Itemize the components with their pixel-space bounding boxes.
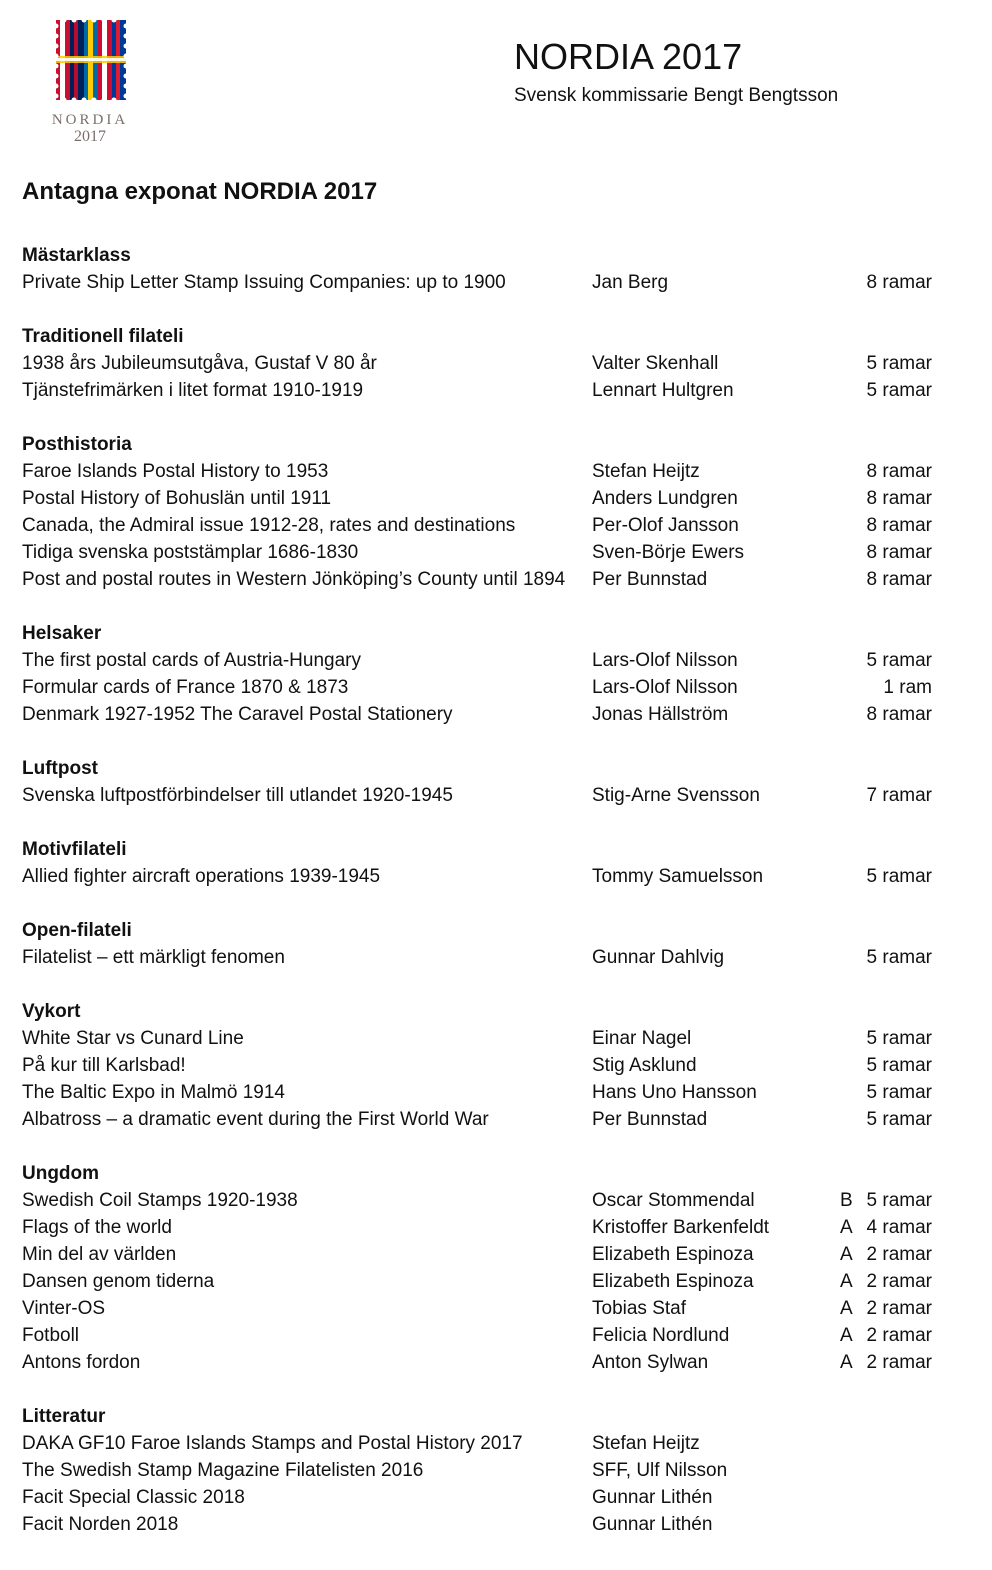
document-title: Antagna exponat NORDIA 2017 <box>22 178 378 205</box>
frame-count: 5 ramar <box>866 1055 932 1076</box>
frame-count: 8 ramar <box>866 461 932 482</box>
frame-count: 5 ramar <box>866 380 932 401</box>
exhibit-title: Formular cards of France 1870 & 1873 <box>22 677 349 698</box>
exhibitor-name: SFF, Ulf Nilsson <box>592 1460 728 1481</box>
exhibit-row <box>22 377 942 404</box>
exhibit-title: Vinter-OS <box>22 1298 106 1319</box>
exhibit-title: The Baltic Expo in Malmö 1914 <box>22 1082 285 1103</box>
exhibit-title: Albatross – a dramatic event during the First World War <box>22 1109 489 1130</box>
exhibit-title: Denmark 1927-1952 The Caravel Postal Stationery <box>22 704 453 725</box>
category-section <box>22 242 942 296</box>
header-subtitle: Svensk kommissarie Bengt Bengtsson <box>514 85 839 106</box>
frame-count: 7 ramar <box>866 785 932 806</box>
exhibit-title: Min del av världen <box>22 1244 177 1265</box>
category-section <box>22 620 942 728</box>
category-section <box>22 998 942 1133</box>
exhibitor-name: Kristoffer Barkenfeldt <box>592 1217 770 1238</box>
exhibitor-name: Lennart Hultgren <box>592 380 734 401</box>
stamp-flags-icon <box>52 16 130 104</box>
exhibit-row <box>22 1457 942 1484</box>
category-section <box>22 1403 942 1538</box>
category-heading: Ungdom <box>22 1163 100 1184</box>
age-class: A <box>840 1244 853 1265</box>
exhibit-row <box>22 647 942 674</box>
exhibitor-name: Felicia Nordlund <box>592 1325 730 1346</box>
exhibitor-name: Gunnar Lithén <box>592 1487 713 1508</box>
category-section <box>22 323 942 404</box>
exhibit-row <box>22 539 942 566</box>
exhibit-title: Swedish Coil Stamps 1920-1938 <box>22 1190 298 1211</box>
frame-count: 5 ramar <box>866 866 932 887</box>
category-heading: Mästarklass <box>22 245 131 266</box>
exhibitor-name: Stefan Heijtz <box>592 1433 700 1454</box>
logo-year: 2017 <box>74 128 106 145</box>
exhibit-title: Flags of the world <box>22 1217 172 1238</box>
header-title: NORDIA 2017 <box>514 36 743 77</box>
exhibitor-name: Elizabeth Espinoza <box>592 1271 754 1292</box>
exhibit-row <box>22 1214 942 1241</box>
exhibitor-name: Jonas Hällström <box>592 704 729 725</box>
exhibit-row <box>22 1052 942 1079</box>
exhibit-title: Antons fordon <box>22 1352 141 1373</box>
exhibitor-name: Lars-Olof Nilsson <box>592 650 738 671</box>
exhibit-title: DAKA GF10 Faroe Islands Stamps and Postal History 2017 <box>22 1433 523 1454</box>
exhibit-title: 1938 års Jubileumsutgåva, Gustaf V 80 år <box>22 353 377 374</box>
exhibit-title: Facit Norden 2018 <box>22 1514 179 1535</box>
exhibit-row <box>22 512 942 539</box>
frame-count: 2 ramar <box>866 1271 932 1292</box>
exhibitor-name: Per Bunnstad <box>592 569 708 590</box>
category-heading: Motivfilateli <box>22 839 127 860</box>
frame-count: 1 ram <box>883 677 932 698</box>
exhibitor-name: Gunnar Dahlvig <box>592 947 725 968</box>
exhibit-row <box>22 1025 942 1052</box>
exhibit-row <box>22 1241 942 1268</box>
age-class: B <box>840 1190 853 1211</box>
category-heading: Open-filateli <box>22 920 132 941</box>
exhibitor-name: Jan Berg <box>592 272 669 293</box>
exhibit-row <box>22 1295 942 1322</box>
frame-count: 8 ramar <box>866 569 932 590</box>
frame-count: 2 ramar <box>866 1298 932 1319</box>
exhibit-title: White Star vs Cunard Line <box>22 1028 244 1049</box>
exhibit-row <box>22 1322 942 1349</box>
exhibit-title: På kur till Karlsbad! <box>22 1055 186 1076</box>
category-heading: Traditionell filateli <box>22 326 184 347</box>
exhibit-title: Tidiga svenska poststämplar 1686-1830 <box>22 542 359 563</box>
exhibit-title: Svenska luftpostförbindelser till utlandet 1920-1945 <box>22 785 453 806</box>
exhibitor-name: Stig-Arne Svensson <box>592 785 760 806</box>
exhibitor-name: Stig Asklund <box>592 1055 697 1076</box>
exhibit-row <box>22 674 942 701</box>
frame-count: 8 ramar <box>866 542 932 563</box>
exhibit-row <box>22 1187 942 1214</box>
category-section <box>22 917 942 971</box>
exhibitor-name: Gunnar Lithén <box>592 1514 713 1535</box>
logo-text: NORDIA <box>51 112 129 128</box>
exhibit-row <box>22 1349 942 1376</box>
exhibit-row <box>22 1079 942 1106</box>
category-section <box>22 755 942 809</box>
exhibit-row <box>22 1511 942 1538</box>
frame-count: 4 ramar <box>866 1217 932 1238</box>
category-heading: Posthistoria <box>22 434 132 455</box>
frame-count: 8 ramar <box>866 272 932 293</box>
frame-count: 8 ramar <box>866 515 932 536</box>
category-heading: Vykort <box>22 1001 81 1022</box>
age-class: A <box>840 1352 853 1373</box>
exhibit-row <box>22 944 942 971</box>
exhibit-title: Fotboll <box>22 1325 80 1346</box>
exhibit-title: Facit Special Classic 2018 <box>22 1487 245 1508</box>
frame-count: 8 ramar <box>866 704 932 725</box>
exhibitor-name: Oscar Stommendal <box>592 1190 755 1211</box>
nordia-logo <box>42 8 158 148</box>
category-heading: Helsaker <box>22 623 102 644</box>
age-class: A <box>840 1271 853 1292</box>
exhibit-row <box>22 1268 942 1295</box>
exhibit-row <box>22 1484 942 1511</box>
age-class: A <box>840 1217 853 1238</box>
frame-count: 2 ramar <box>866 1352 932 1373</box>
exhibitor-name: Hans Uno Hansson <box>592 1082 757 1103</box>
frame-count: 5 ramar <box>866 1028 932 1049</box>
exhibit-row <box>22 701 942 728</box>
exhibit-title: Post and postal routes in Western Jönköping’s County until 1894 <box>22 569 566 590</box>
exhibit-row <box>22 350 942 377</box>
frame-count: 2 ramar <box>866 1244 932 1265</box>
exhibit-row <box>22 566 942 593</box>
exhibitor-name: Sven-Börje Ewers <box>592 542 745 563</box>
exhibit-title: The first postal cards of Austria-Hungary <box>22 650 361 671</box>
frame-count: 5 ramar <box>866 650 932 671</box>
age-class: A <box>840 1298 853 1319</box>
frame-count: 5 ramar <box>866 353 932 374</box>
exhibitor-name: Anton Sylwan <box>592 1352 709 1373</box>
exhibit-title: Dansen genom tiderna <box>22 1271 215 1292</box>
exhibit-title: Allied fighter aircraft operations 1939-1945 <box>22 866 381 887</box>
exhibit-row <box>22 269 942 296</box>
exhibit-row <box>22 1430 942 1457</box>
exhibit-title: Postal History of Bohuslän until 1911 <box>22 488 332 509</box>
exhibitor-name: Lars-Olof Nilsson <box>592 677 738 698</box>
age-class: A <box>840 1325 853 1346</box>
exhibit-row <box>22 782 942 809</box>
frame-count: 5 ramar <box>866 1082 932 1103</box>
exhibit-row <box>22 863 942 890</box>
frame-count: 2 ramar <box>866 1325 932 1346</box>
exhibitor-name: Tommy Samuelsson <box>592 866 764 887</box>
exhibit-title: The Swedish Stamp Magazine Filatelisten 2016 <box>22 1460 424 1481</box>
exhibitor-name: Per Bunnstad <box>592 1109 708 1130</box>
exhibit-list <box>22 242 942 1565</box>
exhibitor-name: Anders Lundgren <box>592 488 738 509</box>
exhibit-title: Faroe Islands Postal History to 1953 <box>22 461 329 482</box>
exhibitor-name: Per-Olof Jansson <box>592 515 739 536</box>
exhibit-row <box>22 1106 942 1133</box>
exhibit-row <box>22 458 942 485</box>
category-heading: Luftpost <box>22 758 98 779</box>
exhibitor-name: Stefan Heijtz <box>592 461 700 482</box>
frame-count: 5 ramar <box>866 1109 932 1130</box>
exhibit-row <box>22 485 942 512</box>
exhibitor-name: Tobias Staf <box>592 1298 686 1319</box>
category-section <box>22 431 942 593</box>
exhibit-title: Private Ship Letter Stamp Issuing Companies: up to 1900 <box>22 272 506 293</box>
exhibit-title: Canada, the Admiral issue 1912-28, rates and destinations <box>22 515 516 536</box>
frame-count: 5 ramar <box>866 947 932 968</box>
exhibitor-name: Valter Skenhall <box>592 353 719 374</box>
exhibitor-name: Elizabeth Espinoza <box>592 1244 754 1265</box>
exhibitor-name: Einar Nagel <box>592 1028 692 1049</box>
exhibit-title: Filatelist – ett märkligt fenomen <box>22 947 285 968</box>
exhibit-title: Tjänstefrimärken i litet format 1910-1919 <box>22 380 364 401</box>
frame-count: 5 ramar <box>866 1190 932 1211</box>
category-section <box>22 836 942 890</box>
category-heading: Litteratur <box>22 1406 106 1427</box>
category-section <box>22 1160 942 1376</box>
frame-count: 8 ramar <box>866 488 932 509</box>
